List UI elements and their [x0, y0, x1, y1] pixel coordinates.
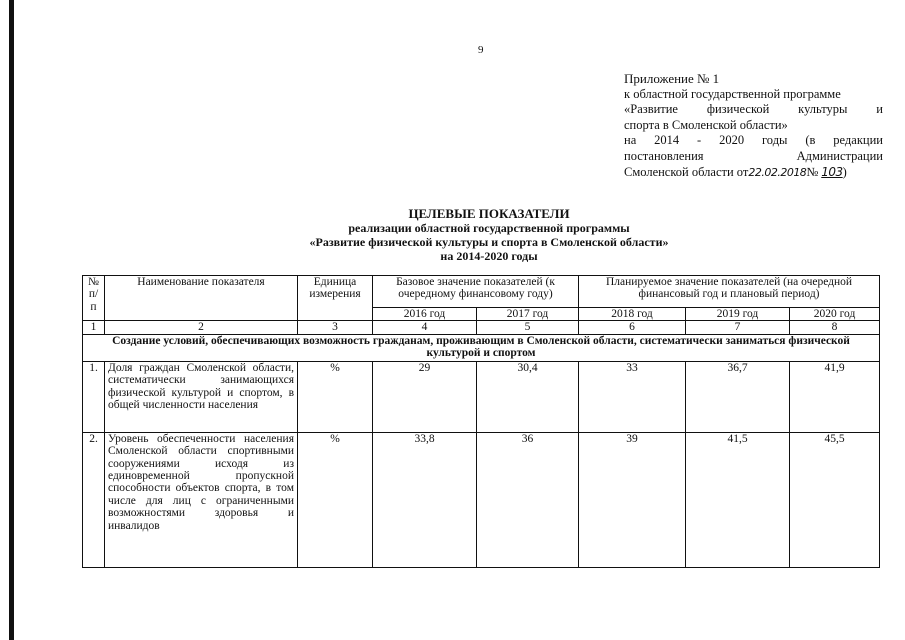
row-value: 33,8	[373, 432, 477, 567]
row-value: 36,7	[686, 361, 790, 432]
row-value: 41,5	[686, 432, 790, 567]
title-line-4: на 2014-2020 годы	[440, 249, 538, 263]
header-year: 2016 год	[373, 308, 477, 321]
header-year: 2018 год	[579, 308, 686, 321]
appendix-line: к областной государственной программе	[624, 86, 841, 101]
row-indicator-name: Уровень обеспеченности населения Смоленской области спортивными сооружениями исходя из единовременной пропускной способности объектов спорта, в том числе для лиц с ограниченными возможностями здоровья и инвалидов	[105, 432, 298, 567]
table-row	[83, 361, 880, 432]
header-num: № п/п	[83, 276, 105, 321]
column-number: 7	[686, 321, 790, 334]
row-value: 45,5	[790, 432, 880, 567]
appendix-last-line	[624, 165, 883, 181]
row-indicator-name: Доля граждан Смоленской области, систематически занимающихся физической культурой и спортом, в общей численности населения	[105, 361, 298, 432]
row-num: 1.	[83, 361, 105, 432]
header-unit: Единица измерения	[298, 276, 373, 321]
table-row	[83, 432, 880, 567]
title-line-3: «Развитие физической культуры и спорта в Смоленской области»	[309, 235, 669, 249]
row-value: 33	[579, 361, 686, 432]
closing-paren: )	[842, 164, 847, 179]
page-number: 9	[478, 44, 484, 56]
row-value: 39	[579, 432, 686, 567]
appendix-line: «Развитие физической культуры и	[624, 102, 883, 117]
appendix-line: на 2014 - 2020 годы (в редакции	[624, 133, 883, 148]
header-year: 2019 год	[686, 308, 790, 321]
row-unit: %	[298, 432, 373, 567]
column-number: 4	[373, 321, 477, 334]
title-line-1: ЦЕЛЕВЫЕ ПОКАЗАТЕЛИ	[408, 206, 570, 221]
appendix-line: постановления Администрации	[624, 148, 883, 163]
appendix-line: Смоленской области от	[624, 164, 749, 179]
handwritten-number: 103	[821, 164, 843, 179]
document-title	[100, 206, 878, 263]
column-number: 1	[83, 321, 105, 334]
header-planned: Планируемое значение показателей (на очередной финансовый год и плановый период)	[579, 276, 880, 308]
appendix-block	[624, 71, 883, 180]
header-year: 2020 год	[790, 308, 880, 321]
title-line-2: реализации областной государственной программы	[348, 221, 630, 235]
section-title: Создание условий, обеспечивающих возможность гражданам, проживающим в Смоленской области, систематически заниматься физической культурой и спортом	[83, 334, 880, 361]
row-num: 2.	[83, 432, 105, 567]
column-numbers-row	[83, 321, 880, 334]
header-name: Наименование показателя	[105, 276, 298, 321]
indicators-table	[82, 275, 880, 568]
column-number: 5	[477, 321, 579, 334]
binding-bar	[9, 0, 14, 640]
section-row	[83, 334, 880, 361]
handwritten-date: 22.02.2018	[748, 165, 807, 179]
appendix-heading: Приложение № 1	[624, 71, 720, 86]
header-base: Базовое значение показателей (к очередному финансовому году)	[373, 276, 579, 308]
row-value: 41,9	[790, 361, 880, 432]
number-label: №	[806, 164, 819, 179]
header-year: 2017 год	[477, 308, 579, 321]
column-number: 2	[105, 321, 298, 334]
column-number: 6	[579, 321, 686, 334]
header-row	[83, 276, 880, 308]
row-value: 30,4	[477, 361, 579, 432]
column-number: 3	[298, 321, 373, 334]
row-unit: %	[298, 361, 373, 432]
column-number: 8	[790, 321, 880, 334]
row-value: 29	[373, 361, 477, 432]
appendix-line: спорта в Смоленской области»	[624, 117, 788, 132]
row-value: 36	[477, 432, 579, 567]
